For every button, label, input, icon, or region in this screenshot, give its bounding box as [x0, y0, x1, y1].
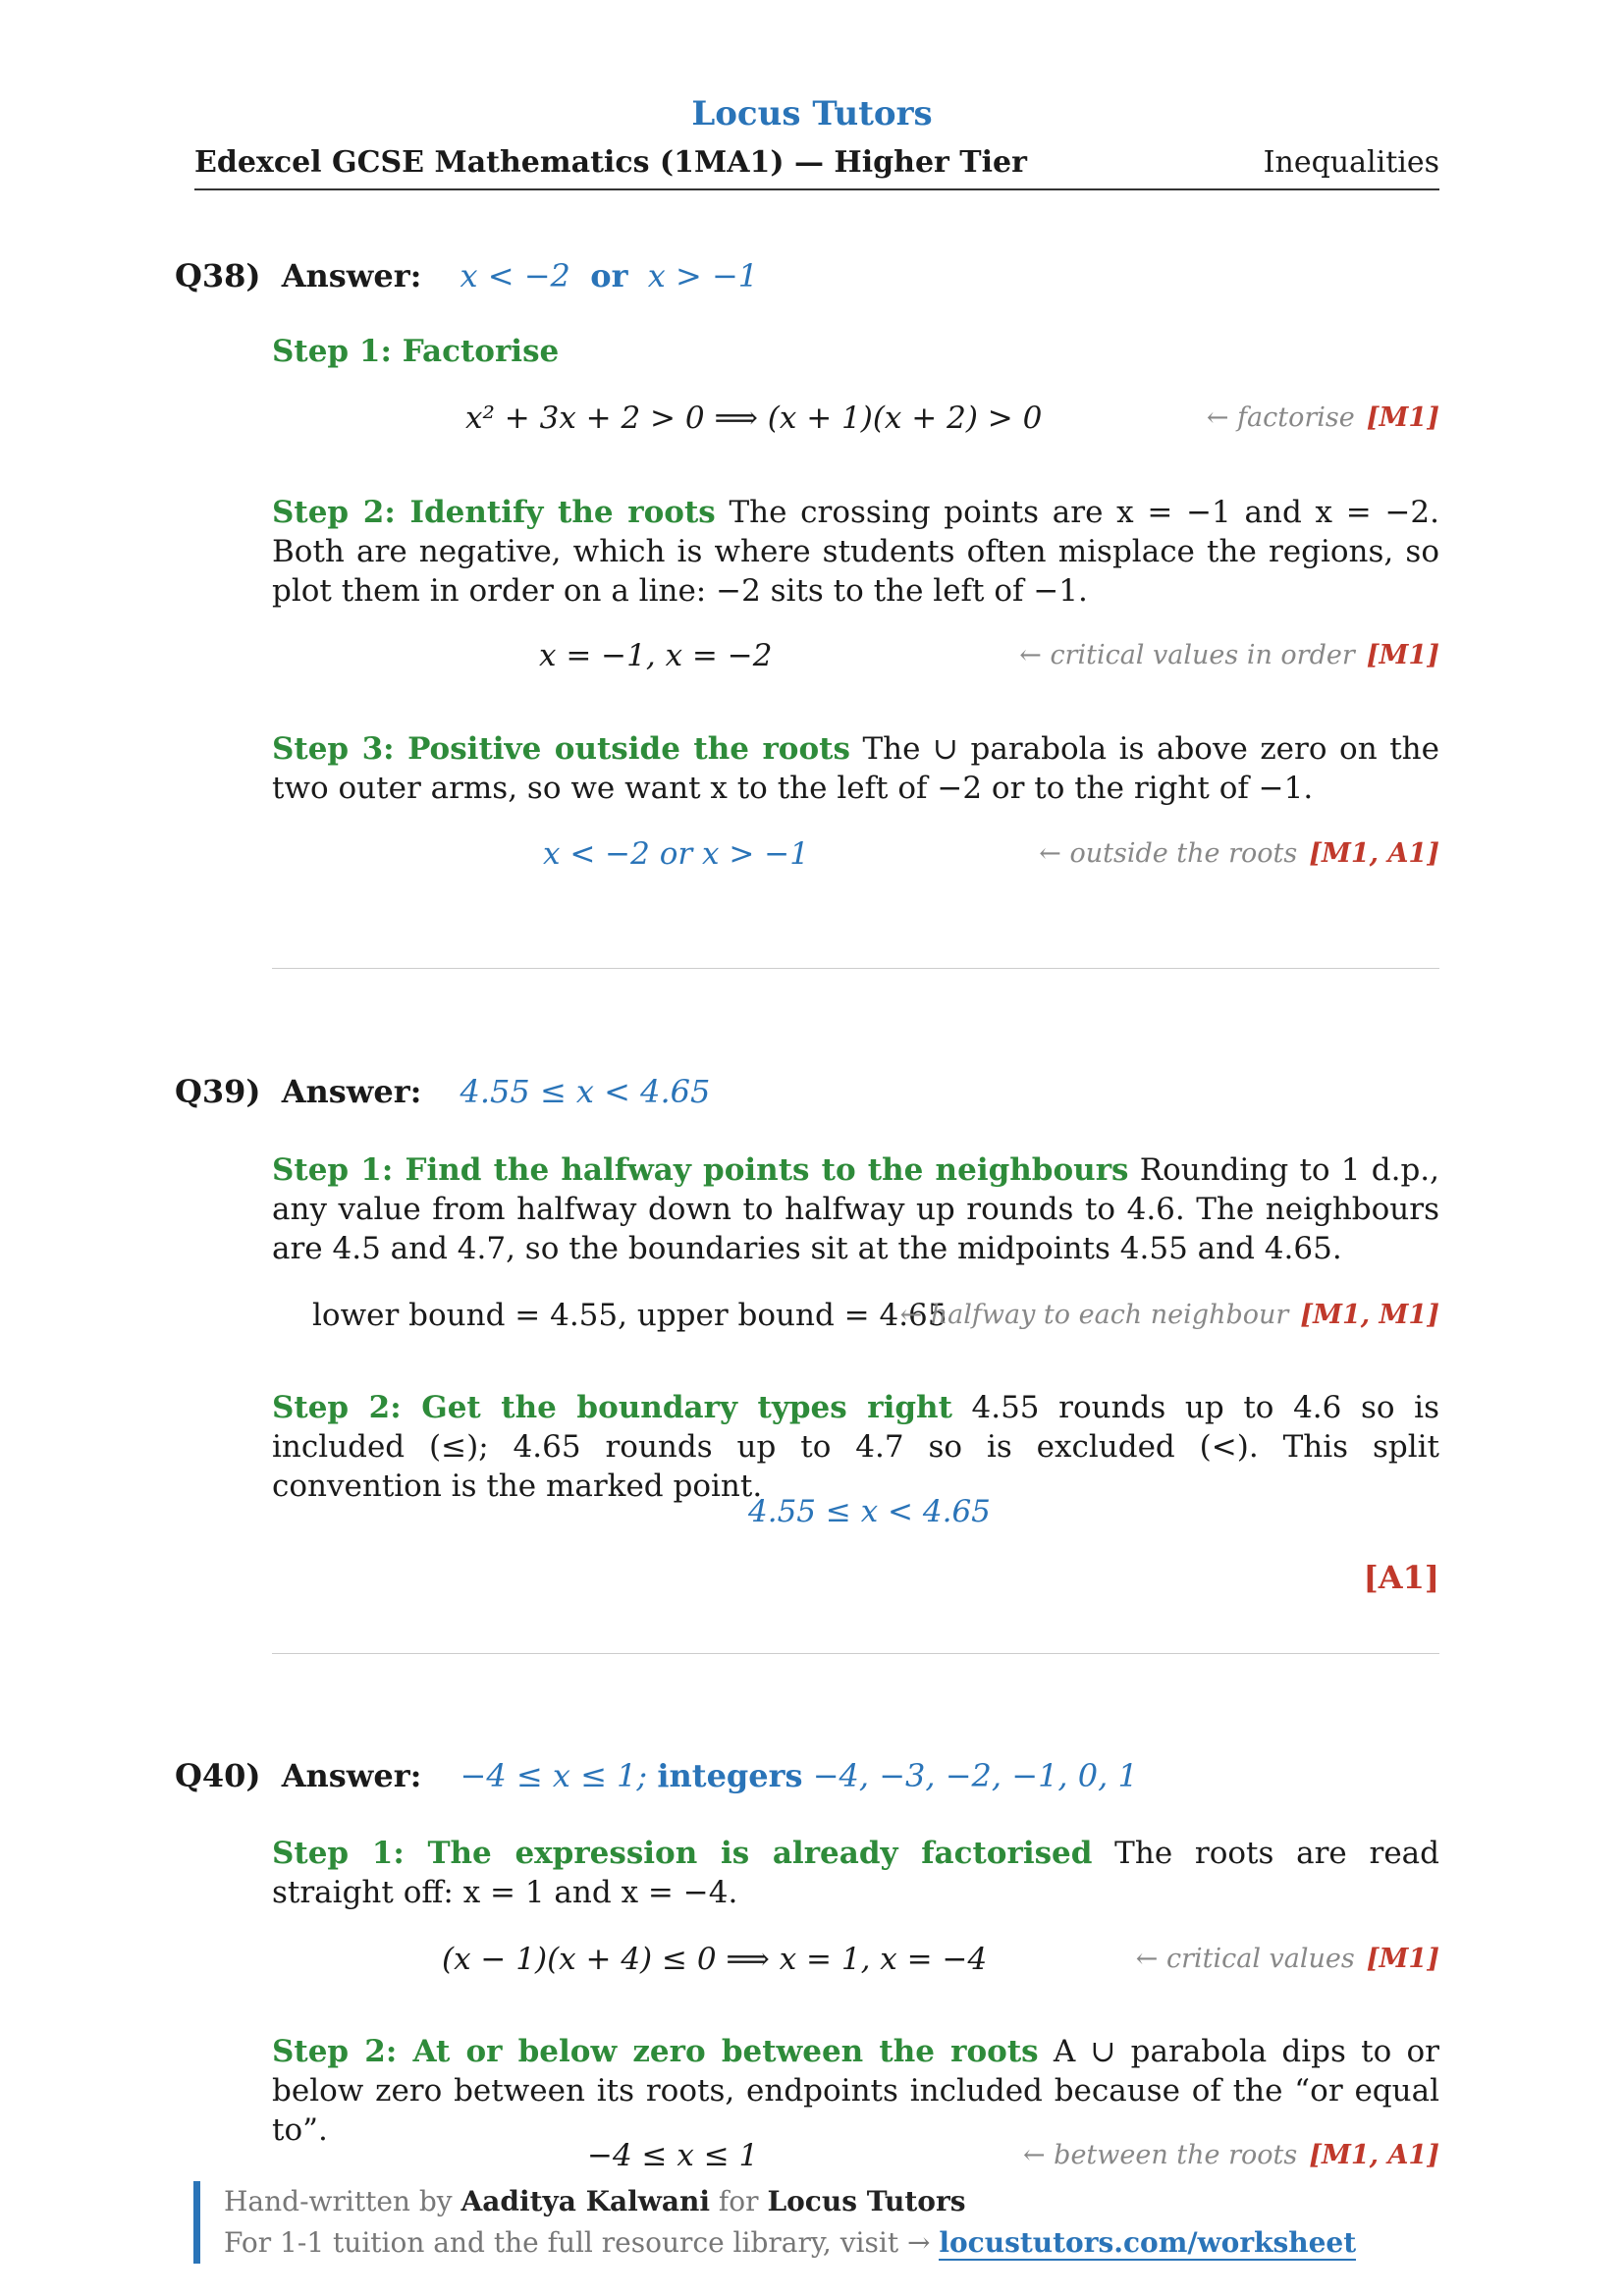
- page-header: [194, 145, 1439, 190]
- q39-step1-equation: lower bound = 4.55, upper bound = 4.65: [312, 1298, 947, 1333]
- answer-label: Answer:: [281, 1757, 422, 1794]
- q40-step2: Step 2: At or below zero between the roots A ∪ parabola dips to or below zero between its roots, endpoints included because of the “or equal to”.: [272, 2034, 1439, 2148]
- q40-step1-note: ← critical values [M1]: [1135, 1944, 1439, 1974]
- question-number: Q39): [175, 1073, 261, 1110]
- worksheet-link[interactable]: locustutors.com/worksheet: [939, 2226, 1357, 2259]
- q38-step1: Step 1: Factorise: [272, 334, 560, 369]
- q38-step3: Step 3: Positive outside the roots The ∪ parabola is above zero on the two outer arms, so we want x to the left of −2 or to the right of −1.: [272, 731, 1439, 806]
- q40-step1: Step 1: The expression is already factorised The roots are read straight off: x = 1 and x = −4.: [272, 1836, 1439, 1910]
- course-title: Edexcel GCSE Mathematics (1MA1) — Higher Tier: [194, 145, 1027, 180]
- q40-heading: [175, 1757, 1138, 1794]
- q39-step2: Step 2: Get the boundary types right 4.55 rounds up to 4.6 so is included (≤); 4.65 rounds up to 4.7 so is excluded (<). This split convention is the marked point.: [272, 1390, 1439, 1504]
- answer-value: x < −2 or x > −1: [460, 257, 759, 294]
- footer: [193, 2181, 1356, 2264]
- q38-step3-note: ← outside the roots [M1, A1]: [1039, 838, 1439, 869]
- answer-value: −4 ≤ x ≤ 1; integers −4, −3, −2, −1, 0, 1: [460, 1757, 1138, 1794]
- q39-heading: [175, 1073, 710, 1110]
- footer-visit: For 1-1 tuition and the full resource library, visit → locustutors.com/worksheet: [224, 2226, 1357, 2259]
- question-number: Q40): [175, 1757, 261, 1794]
- brand-title: Locus Tutors: [691, 94, 933, 133]
- divider: [272, 1653, 1439, 1654]
- q38-step2-note: ← critical values in order [M1]: [1019, 640, 1439, 670]
- q40-step2-equation: −4 ≤ x ≤ 1: [587, 2138, 759, 2173]
- q38-heading: [175, 257, 758, 294]
- q38-step1-note: ← factorise [M1]: [1206, 402, 1439, 433]
- q40-step2-note: ← between the roots [M1, A1]: [1022, 2140, 1439, 2170]
- topic-title: Inequalities: [1263, 145, 1439, 180]
- divider: [272, 968, 1439, 969]
- footer-credit: Hand-written by Aaditya Kalwani for Locus Tutors: [224, 2185, 966, 2217]
- q39-mark: [A1]: [1363, 1559, 1439, 1596]
- q40-step1-equation: (x − 1)(x + 4) ≤ 0 ⟹ x = 1, x = −4: [442, 1942, 988, 1977]
- answer-label: Answer:: [281, 257, 422, 294]
- q38-step2: Step 2: Identify the roots The crossing points are x = −1 and x = −2. Both are negative, which is where students often misplace the regions, so plot them in order on a line: −2 sits to the left of −1.: [272, 495, 1439, 609]
- q38-step1-equation: x² + 3x + 2 > 0 ⟹ (x + 1)(x + 2) > 0: [465, 400, 1043, 436]
- q39-step1-note: ← halfway to each neighbour [M1, M1]: [899, 1300, 1439, 1330]
- answer-label: Answer:: [281, 1073, 422, 1110]
- q38-step3-equation: x < −2 or x > −1: [543, 836, 809, 872]
- answer-value: 4.55 ≤ x < 4.65: [460, 1073, 711, 1110]
- q39-step1: Step 1: Find the halfway points to the neighbours Rounding to 1 d.p., any value from halfway down to halfway up rounds to 4.6. The neighbours are 4.5 and 4.7, so the boundaries sit at the midpoints 4.55 and 4.65.: [272, 1152, 1440, 1266]
- question-number: Q38): [175, 257, 261, 294]
- q39-step2-equation: 4.55 ≤ x < 4.65: [748, 1494, 991, 1529]
- q38-step2-equation: x = −1, x = −2: [539, 638, 773, 673]
